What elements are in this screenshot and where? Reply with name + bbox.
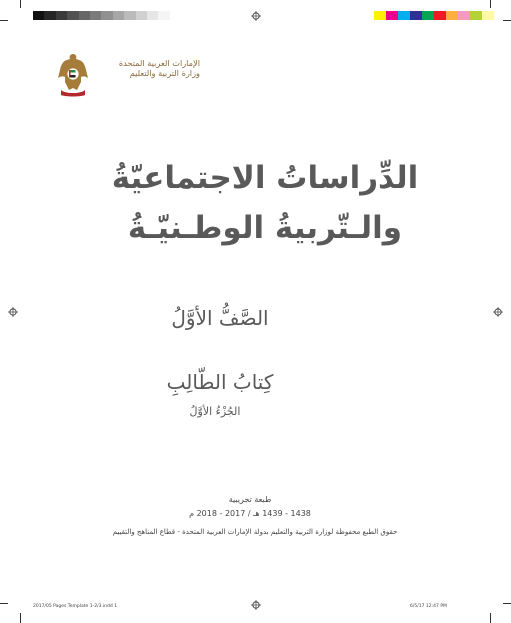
part-label: الجُزْءُ الأوَّلُ bbox=[189, 405, 241, 418]
crop-mark bbox=[0, 20, 8, 21]
registration-mark-left-middle bbox=[8, 307, 18, 317]
grade-label: الصَّفُّ الأوَّلُ bbox=[171, 306, 269, 330]
crop-mark bbox=[490, 0, 491, 8]
crop-mark bbox=[503, 603, 511, 604]
registration-mark-top-center bbox=[251, 11, 261, 21]
gray-swatch bbox=[33, 11, 44, 20]
gray-swatch bbox=[79, 11, 90, 20]
gray-swatch bbox=[136, 11, 147, 20]
ministry-country-line: الإمارات العربية المتحدة bbox=[118, 58, 200, 68]
print-slug-file: 2017/05 Pages Template 1-2/3.indd 1 bbox=[33, 604, 118, 609]
color-swatch bbox=[470, 11, 482, 20]
color-swatch bbox=[386, 11, 398, 20]
gray-swatch bbox=[67, 11, 78, 20]
color-swatch bbox=[482, 11, 494, 20]
gray-swatch bbox=[158, 11, 169, 20]
color-swatch bbox=[410, 11, 422, 20]
gray-swatch bbox=[90, 11, 101, 20]
crop-mark bbox=[20, 613, 21, 623]
color-swatch bbox=[422, 11, 434, 20]
color-swatch bbox=[434, 11, 446, 20]
uae-emblem-logo bbox=[55, 52, 91, 98]
gray-swatch bbox=[113, 11, 124, 20]
ministry-name bbox=[92, 58, 200, 78]
gray-swatch bbox=[147, 11, 158, 20]
color-swatch bbox=[446, 11, 458, 20]
color-calibration-bar bbox=[374, 11, 494, 20]
color-swatch bbox=[374, 11, 386, 20]
gray-swatch bbox=[44, 11, 55, 20]
gray-swatch bbox=[56, 11, 67, 20]
color-swatch bbox=[458, 11, 470, 20]
book-title-line-2: والـتّربيةُ الوطـنيّـةُ bbox=[127, 210, 403, 246]
crop-mark bbox=[490, 613, 491, 623]
color-swatch bbox=[398, 11, 410, 20]
year-label: 1438 - 1439 هـ / 2017 - 2018 م bbox=[189, 509, 311, 518]
crop-mark bbox=[0, 603, 8, 604]
edition-label: طبعة تجريبية bbox=[228, 495, 272, 504]
gray-swatch bbox=[101, 11, 112, 20]
book-type-label: كِتابُ الطّالِبِ bbox=[166, 370, 274, 394]
registration-mark-bottom-center bbox=[251, 600, 261, 610]
book-title-line-1: الدِّراساتُ الاجتماعيّةُ bbox=[111, 160, 419, 196]
ministry-name-line: وزارة التربية والتعليم bbox=[129, 68, 200, 78]
copyright-notice: حقوق الطبع محفوظة لوزارة التربية والتعليم بدولة الإمارات العربية المتحدة - قطاع المناهج والتقييم bbox=[112, 528, 398, 536]
gray-swatch bbox=[124, 11, 135, 20]
grayscale-calibration-bar bbox=[33, 11, 170, 20]
crop-mark bbox=[20, 0, 21, 8]
print-slug-date: 6/5/17 12:47 PM bbox=[410, 604, 447, 609]
registration-mark-right-middle bbox=[493, 307, 503, 317]
crop-mark bbox=[503, 20, 511, 21]
